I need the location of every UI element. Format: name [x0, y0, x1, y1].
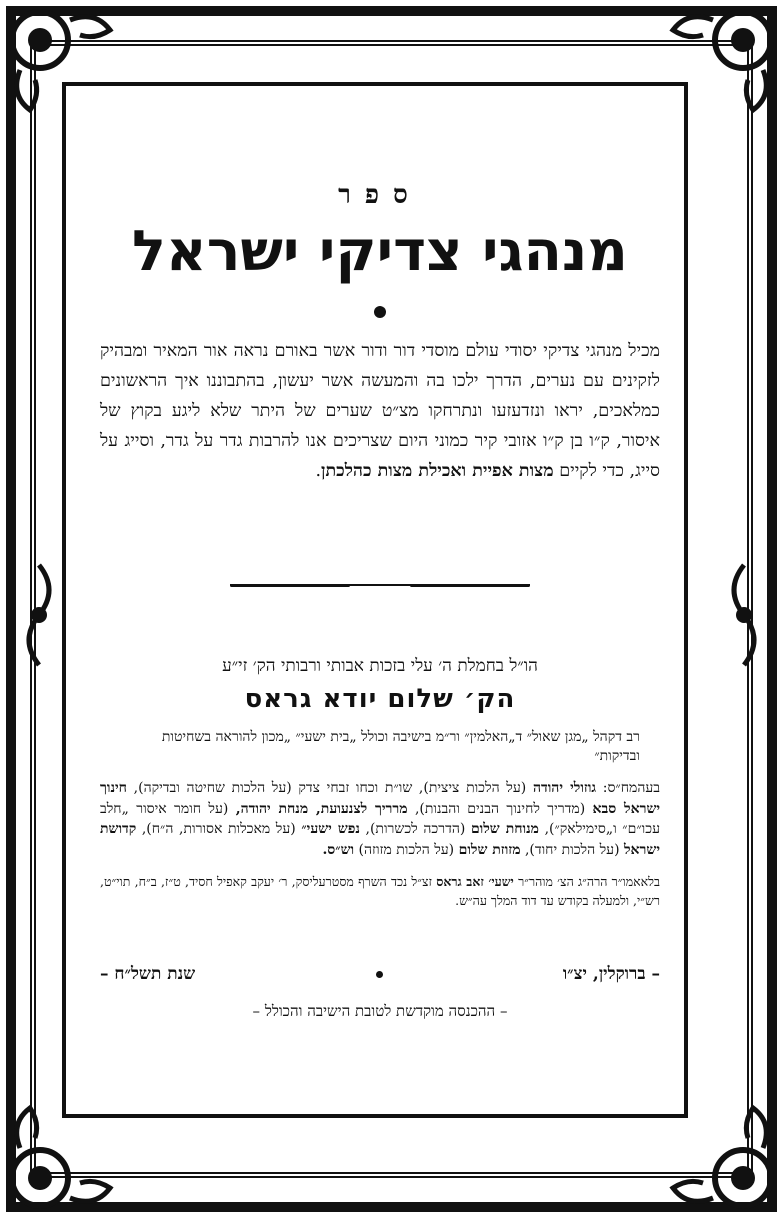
lineage-a: בלאאמו״ר הרה״ג הצ׳ מוהר״ר — [518, 874, 661, 889]
work-title: חינוך ישראל סבא — [100, 780, 661, 817]
lineage-line — [100, 872, 660, 910]
corner-ornament-top-right — [663, 0, 783, 120]
work-desc: (מדריך לחינוך הבנים והבנות), — [414, 800, 586, 817]
work-title: גוזולי יהודה — [532, 780, 597, 796]
works-list — [100, 778, 660, 860]
footer-row — [100, 964, 660, 984]
horizontal-rule — [230, 584, 530, 586]
book-title: מנהגי צדיקי ישראל — [132, 219, 628, 284]
dedication-line: – ההכנסה מוקדשת לטובת הישיבה והכולל – — [252, 1002, 508, 1020]
work-title: מרריך לצנעועת, מנחת יהודה, — [235, 800, 408, 817]
work-title: מזוזת שלום — [458, 841, 521, 858]
work-desc: (הדרכה לכשרות), — [365, 821, 466, 837]
intro-paragraph — [100, 336, 660, 486]
corner-ornament-bottom-right — [663, 1098, 783, 1218]
work-title: וש״ס. — [322, 841, 355, 858]
work-desc: (על הלכות מזוזה) — [358, 841, 455, 858]
year: שנת תשל״ח – — [100, 964, 196, 984]
corner-ornament-top-left — [0, 0, 120, 120]
place: – ברוקלין, יצ״ו — [562, 964, 660, 984]
author-name: הק׳ שלום יודא גראס — [244, 684, 516, 714]
work-title: קדושת ישראל — [100, 821, 660, 858]
intro-text: מכיל מנהגי צדיקי יסודי עולם מוסדי דור ודור אשר באורם נראה אור המאיר ומבהיק לזקינים עם נערים, הדרך ילכו בה והמעשה אשר יעשון, בהתבוננו איך הראשונים כמלאכים, יראו ונזדעזעו ונתרחקו מצ״ט שערים של היתר שלא ליגע בקוץ של איסור, ק״ו בן ק״ו אזובי קיר כמוני היום שצריכים אנו להרבות גדר על גדר, וסייג על סייג, כדי לקיים — [100, 341, 660, 481]
lineage-bold: ישעי׳ זאב גראס — [436, 874, 514, 889]
separator-dot — [374, 306, 386, 318]
rav-line: רב דקהל „מגן שאול״ ד„האלמין״ ור״מ בישיבה וכולל „בית ישעי״ „מכון להוראה בשחיטות ובדיקות״ — [161, 729, 640, 764]
side-ornament-left — [14, 560, 64, 670]
work-desc: (על מאכלות אסורות, ה״ח), — [141, 821, 296, 837]
blessing-line: הו״ל בחמלת ה׳ עלי בזכות אבותי ורבותי הק׳ זי״ע — [222, 656, 538, 676]
work-desc: (על חומר איסור „חלב עכו״ם״ ו„סימילאק״), — [100, 800, 660, 837]
intro-end: . — [315, 461, 322, 481]
sefer-label: ספר — [338, 180, 422, 210]
footer-dot — [376, 971, 383, 978]
intro-bold: מצות אפיית ואכילת מצות כהלכתן — [321, 461, 554, 481]
corner-ornament-bottom-left — [0, 1098, 120, 1218]
work-title: מנוחת שלום — [470, 821, 539, 837]
title-page-content — [100, 180, 660, 1021]
work-desc: (על הלכות ציצית), שו״ת וכחו זבחי צדק (על הלכות שחיטה ובדיקה), — [133, 780, 527, 796]
work-title: נפש ישעי״ — [301, 821, 360, 837]
work-desc: (על הלכות יחוד), — [524, 841, 620, 858]
side-ornament-right — [719, 560, 769, 670]
lineage-b: זצ״ל נכד השרף מסטרעליסק, ר׳ יעקב קאפיל חסיד, ט״ז, ב״ח, תוי״ט, רש״י, ולמעלה בקודש עד דוד המלך עה״ש. — [100, 874, 660, 908]
works-prefix: בעהמח״ס: — [602, 780, 661, 796]
